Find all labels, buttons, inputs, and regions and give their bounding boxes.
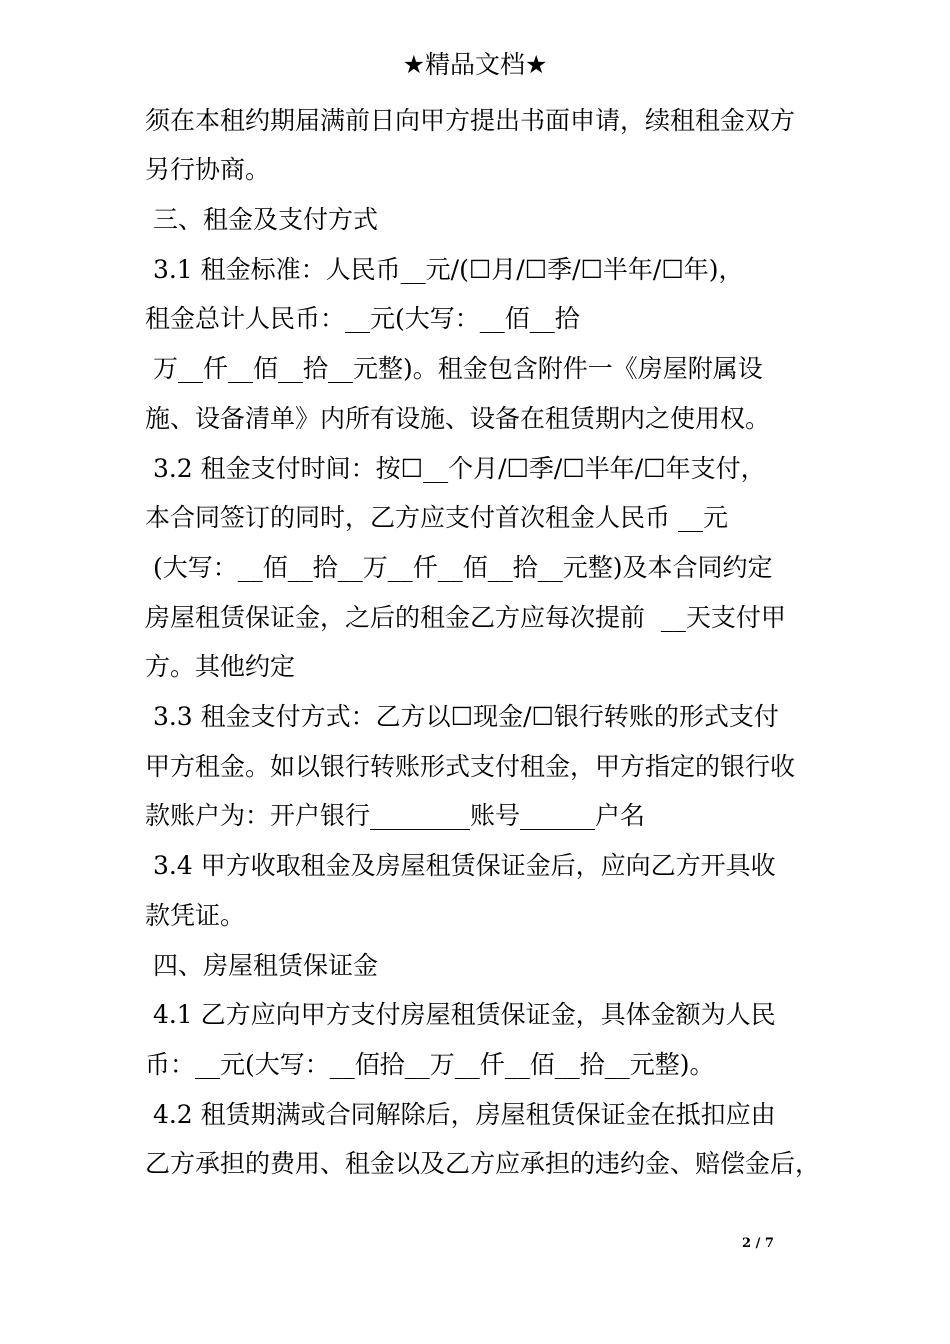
body-line: 乙方承担的费用、租金以及乙方应承担的违约金、赔偿金后， xyxy=(145,1149,821,1178)
body-line: (大写：__佰__拾__万__仟__佰__拾__元整)及本合同约定 xyxy=(145,553,773,582)
body-line: 4.2 租赁期满或合同解除后，房屋租赁保证金在抵扣应由 xyxy=(145,1100,776,1129)
body-line: 施、设备清单》内所有设施、设备在租赁期内之使用权。 xyxy=(145,404,771,433)
body-line: 须在本租约期届满前日向甲方提出书面申请，续租租金双方 xyxy=(145,106,796,135)
body-line: 4.1 乙方应向甲方支付房屋租赁保证金，具体金额为人民 xyxy=(145,1000,776,1029)
body-line: 3.3 租金支付方式：乙方以☐现金/☐银行转账的形式支付 xyxy=(145,702,779,731)
body-line: 本合同签订的同时，乙方应支付首次租金人民币 __元 xyxy=(145,503,728,532)
body-line: 甲方租金。如以银行转账形式支付租金，甲方指定的银行收 xyxy=(145,752,796,781)
body-line: 另行协商。 xyxy=(145,155,271,184)
document-header: ★精品文档★ xyxy=(402,50,548,79)
body-line: 方。其他约定 xyxy=(145,652,296,681)
section-heading: 三、租金及支付方式 xyxy=(145,205,378,234)
body-line: 币：__元(大写：__佰拾__万__仟__佰__拾__元整)。 xyxy=(145,1050,715,1079)
body-line: 款凭证。 xyxy=(145,901,246,930)
body-line: 款账户为：开户银行________账号______户名 xyxy=(145,801,646,830)
body-line: 3.2 租金支付时间：按☐__个月/☐季/☐半年/☐年支付， xyxy=(145,454,766,483)
section-heading: 四、房屋租赁保证金 xyxy=(145,951,378,980)
body-line: 万__仟__佰__拾__元整)。租金包含附件一《房屋附属设 xyxy=(145,354,763,383)
page-number: 2 / 7 xyxy=(742,1236,774,1251)
body-line: 3.4 甲方收取租金及房屋租赁保证金后，应向乙方开具收 xyxy=(145,851,776,880)
body-line: 房屋租赁保证金，之后的租金乙方应每次提前 __天支付甲 xyxy=(145,603,786,632)
body-line: 3.1 租金标准：人民币__元/(☐月/☐季/☐半年/☐年)， xyxy=(145,255,744,284)
body-line: 租金总计人民币：__元(大写：__佰__拾 xyxy=(145,304,580,333)
